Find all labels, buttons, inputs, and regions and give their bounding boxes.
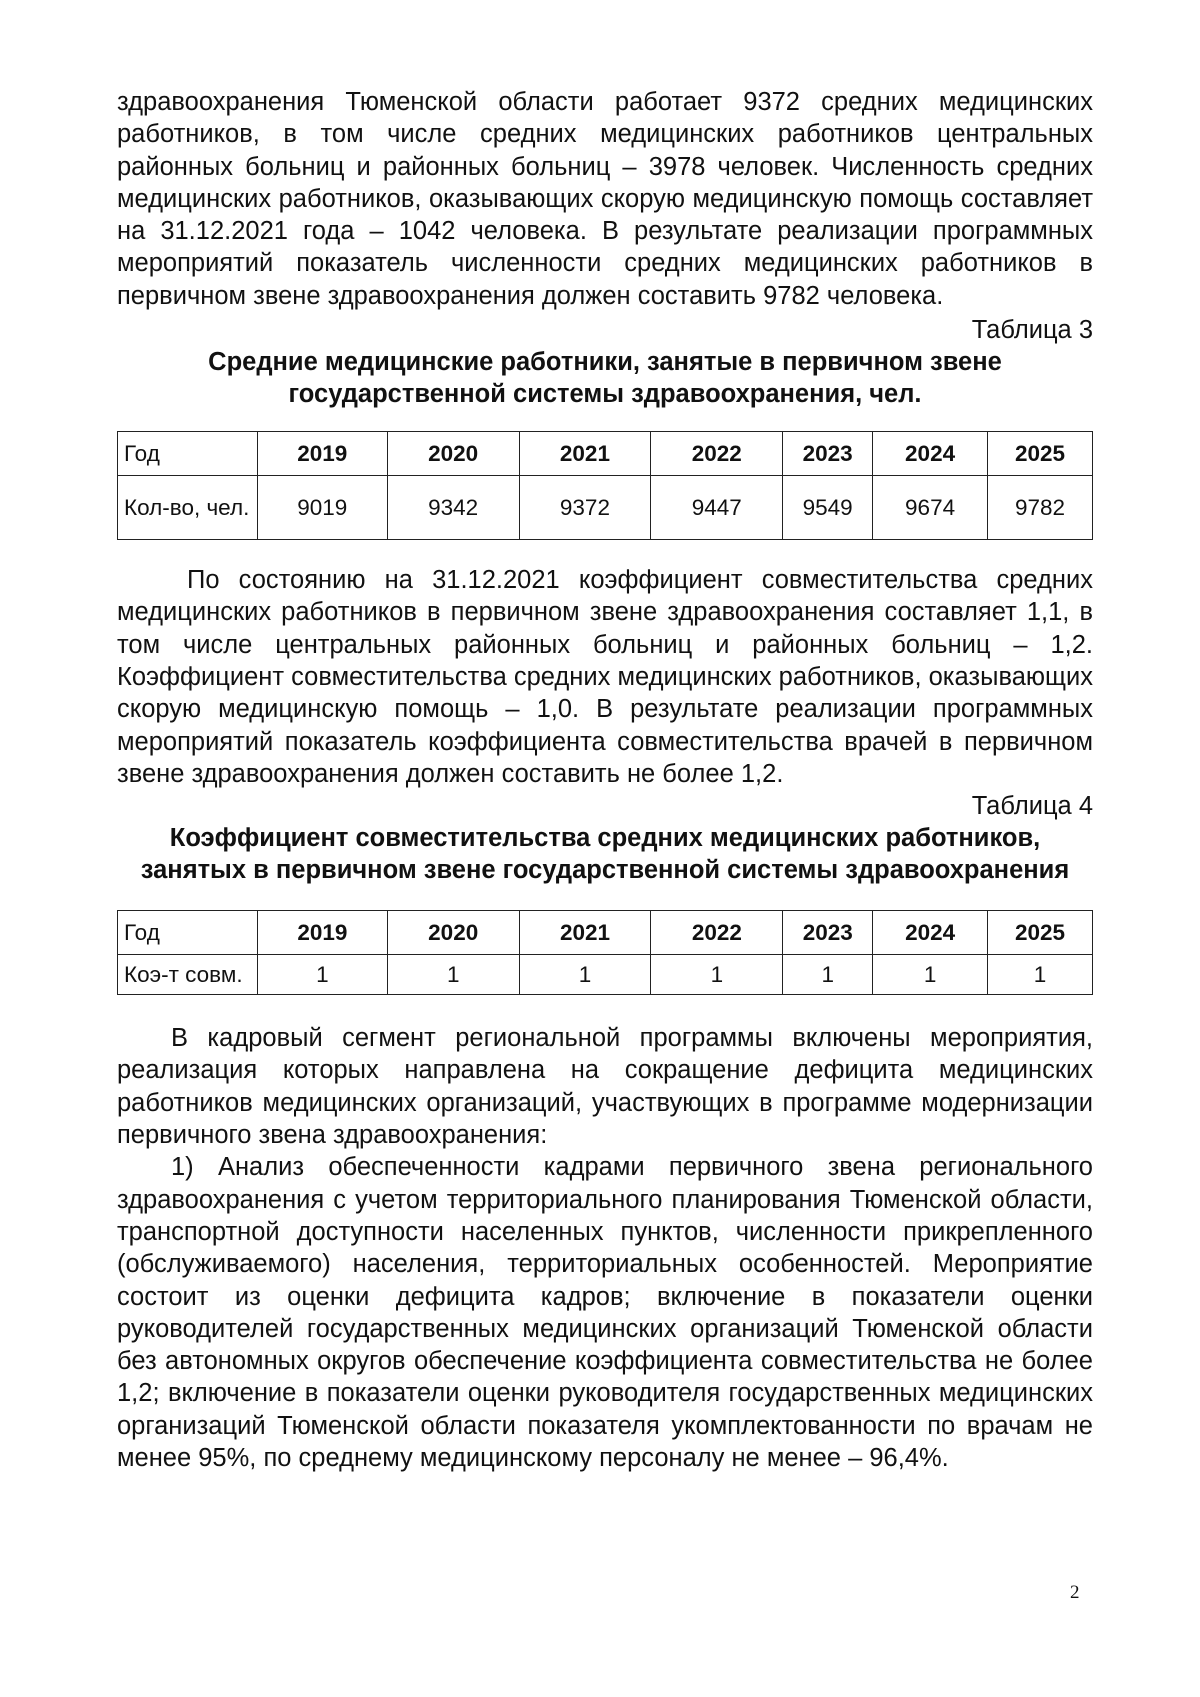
table3-value-cell: 9674 xyxy=(873,476,988,540)
table3-year-cell: 2020 xyxy=(387,432,519,476)
table3-year-cell: 2022 xyxy=(651,432,783,476)
paragraph-staffing: здравоохранения Тюменской области работает 9372 средних медицинских работников, в том числе средних медицинских работников центральных районных больниц и районных больниц – 3978 человек. Численность средних медицинских работников, оказывающих скорую медицинскую помощь составляет на 31.12.2021 года – 1042 человека. В результате реализации программных мероприятий показатель численности средних медицинских работников в первичном звене здравоохранения должен составить 9782 человека. xyxy=(117,88,1093,310)
paragraph-staffing-program: В кадровый сегмент региональной программы включены мероприятия, реализация которых направлена на сокращение дефицита медицинских работников медицинских организаций, участвующих в программе модернизации первичного звена здравоохранения: xyxy=(117,1024,1093,1150)
table3-year-cell: 2019 xyxy=(257,432,387,476)
table3-value-cell: 9342 xyxy=(387,476,519,540)
table4-caption: Таблица 4 xyxy=(971,792,1093,821)
table4-value-cell: 1 xyxy=(257,955,387,995)
table4-year-cell: 2022 xyxy=(651,911,783,955)
table3-header-row xyxy=(118,432,1093,476)
table4-header-row xyxy=(118,911,1093,955)
table4-value-cell: 1 xyxy=(651,955,783,995)
table3-value-cell: 9372 xyxy=(519,476,651,540)
table3-value-cell: 9447 xyxy=(651,476,783,540)
table4-value-cell: 1 xyxy=(988,955,1093,995)
table4-year-cell: 2025 xyxy=(988,911,1093,955)
table3-year-cell: 2021 xyxy=(519,432,651,476)
page-number: 2 xyxy=(1070,1582,1080,1603)
table3-title-line2: государственной системы здравоохранения, чел. xyxy=(288,380,922,409)
table4-title-line1: Коэффициент совместительства средних медицинских работников, xyxy=(169,824,1041,853)
table4-title-line2: занятых в первичном звене государственной системы здравоохранения xyxy=(140,856,1070,885)
table4-year-cell: 2019 xyxy=(257,911,387,955)
table4-value-cell: 1 xyxy=(873,955,988,995)
table3-value-cell: 9549 xyxy=(783,476,873,540)
table4-value-cell: 1 xyxy=(387,955,519,995)
table4-value-cell: 1 xyxy=(519,955,651,995)
table4-year-cell: 2023 xyxy=(783,911,873,955)
table4 xyxy=(117,910,1093,995)
table4-year-cell: 2020 xyxy=(387,911,519,955)
table4-header-label: Год xyxy=(118,911,258,955)
document-page xyxy=(117,86,1093,1474)
table4-row-label: Коэ-т совм. xyxy=(118,955,258,995)
table3-row-label: Кол-во, чел. xyxy=(118,476,258,540)
table3-title-line1: Средние медицинские работники, занятые в первичном звене xyxy=(208,348,1002,377)
paragraph-coefficient: По состоянию на 31.12.2021 коэффициент совместительства средних медицинских работников в первичном звене здравоохранения составляет 1,1, в том числе центральных районных больниц и районных больниц – 1,2. Коэффициент совместительства средних медицинских работников, оказывающих скорую медицинскую помощь – 1,0. В результате реализации программных мероприятий показатель коэффициента совместительства врачей в первичном звене здравоохранения должен составить не более 1,2. xyxy=(117,566,1093,788)
table3-caption: Таблица 3 xyxy=(971,316,1093,345)
table3-value-cell: 9782 xyxy=(988,476,1093,540)
table3-header-label: Год xyxy=(118,432,258,476)
paragraph-analysis-item: 1) Анализ обеспеченности кадрами первичного звена регионального здравоохранения с учетом территориального планирования Тюменской области, транспортной доступности населенных пунктов, численности прикрепленного (обслуживаемого) населения, территориальных особенностей. Мероприятие состоит из оценки дефицита кадров; включение в показатели оценки руководителей государственных медицинских организаций Тюменской области без автономных округов обеспечение коэффициента совместительства не более 1,2; включение в показатели оценки руководителя государственных медицинских организаций Тюменской области показателя укомплектованности по врачам не менее 95%, по среднему медицинскому персоналу не менее – 96,4%. xyxy=(117,1153,1093,1473)
table4-value-row xyxy=(118,955,1093,995)
table3 xyxy=(117,431,1093,540)
table3-year-cell: 2024 xyxy=(873,432,988,476)
table4-value-cell: 1 xyxy=(783,955,873,995)
table3-year-cell: 2025 xyxy=(988,432,1093,476)
table4-year-cell: 2021 xyxy=(519,911,651,955)
table4-year-cell: 2024 xyxy=(873,911,988,955)
table3-value-cell: 9019 xyxy=(257,476,387,540)
table3-value-row xyxy=(118,476,1093,540)
table3-year-cell: 2023 xyxy=(783,432,873,476)
